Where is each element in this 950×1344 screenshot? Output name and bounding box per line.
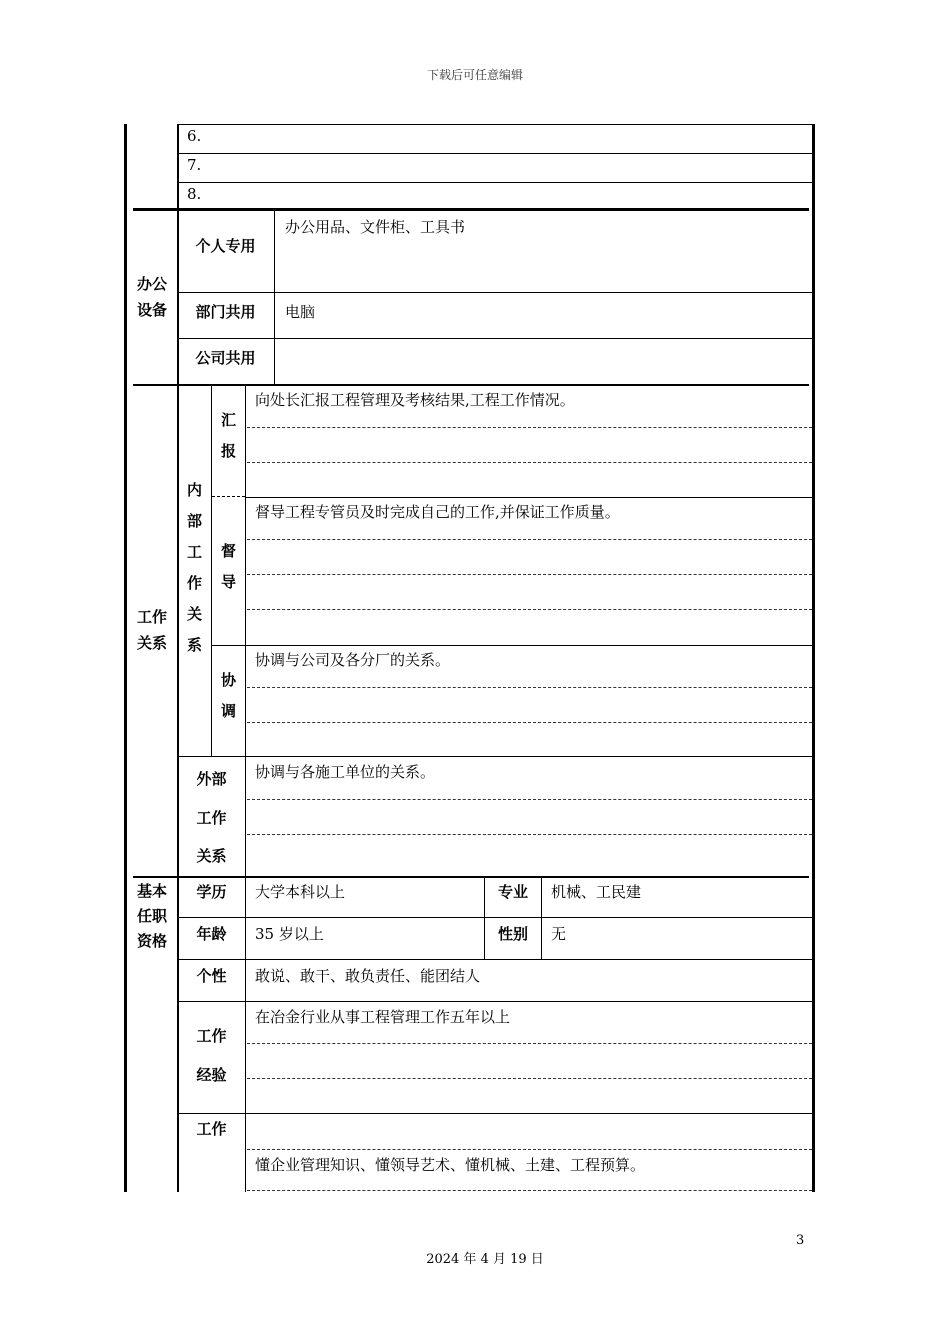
major-label: 专业 <box>497 883 528 901</box>
row-item-8: 8. <box>187 185 202 203</box>
experience-value: 在冶金行业从事工程管理工作五年以上 <box>255 1008 511 1026</box>
section-office-equipment: 办公 设备 <box>136 275 167 319</box>
gender-value: 无 <box>551 925 567 943</box>
age-label: 年龄 <box>196 925 227 943</box>
gender-label: 性别 <box>497 925 528 943</box>
personality-label: 个性 <box>196 967 227 985</box>
company-use-label: 公司共用 <box>195 349 256 367</box>
experience-label: 工作 经验 <box>196 1027 227 1084</box>
coordinate-text: 协调与公司及各分厂的关系。 <box>255 651 451 669</box>
section-work-relations: 工作 关系 <box>136 608 167 652</box>
supervise-label: 督 导 <box>220 542 236 591</box>
row-item-6: 6. <box>187 127 202 145</box>
work-skill-value: 懂企业管理知识、懂领导艺术、懂机械、土建、工程预算。 <box>255 1156 646 1174</box>
report-label: 汇 报 <box>220 411 236 460</box>
page-number: 3 <box>796 1233 805 1248</box>
internal-relations-label: 内 部 工 作 关 系 <box>186 481 202 654</box>
work-skill-label: 工作 <box>196 1120 227 1138</box>
personality-value: 敢说、敢干、敢负责任、能团结人 <box>255 967 481 985</box>
row-item-7: 7. <box>187 156 202 174</box>
department-use-value: 电脑 <box>285 303 316 321</box>
section-qualifications: 基本 任职 资格 <box>136 882 167 950</box>
supervise-text: 督导工程专管员及时完成自己的工作,并保证工作质量。 <box>255 503 620 521</box>
age-value: 35 岁以上 <box>255 925 324 943</box>
education-label: 学历 <box>196 883 227 901</box>
personal-use-value: 办公用品、文件柜、工具书 <box>285 218 466 236</box>
report-text: 向处长汇报工程管理及考核结果,工程工作情况。 <box>255 391 575 409</box>
department-use-label: 部门共用 <box>195 303 256 321</box>
external-relations-label: 外部 工作 关系 <box>196 770 227 865</box>
major-value: 机械、工民建 <box>551 883 642 901</box>
education-value: 大学本科以上 <box>255 883 346 901</box>
page-header-note: 下载后可任意编辑 <box>426 68 523 82</box>
personal-use-label: 个人专用 <box>195 237 256 255</box>
footer-date: 2024 年 4 月 19 日 <box>426 1252 544 1267</box>
external-relations-text: 协调与各施工单位的关系。 <box>255 763 436 781</box>
coordinate-label: 协 调 <box>220 671 236 720</box>
